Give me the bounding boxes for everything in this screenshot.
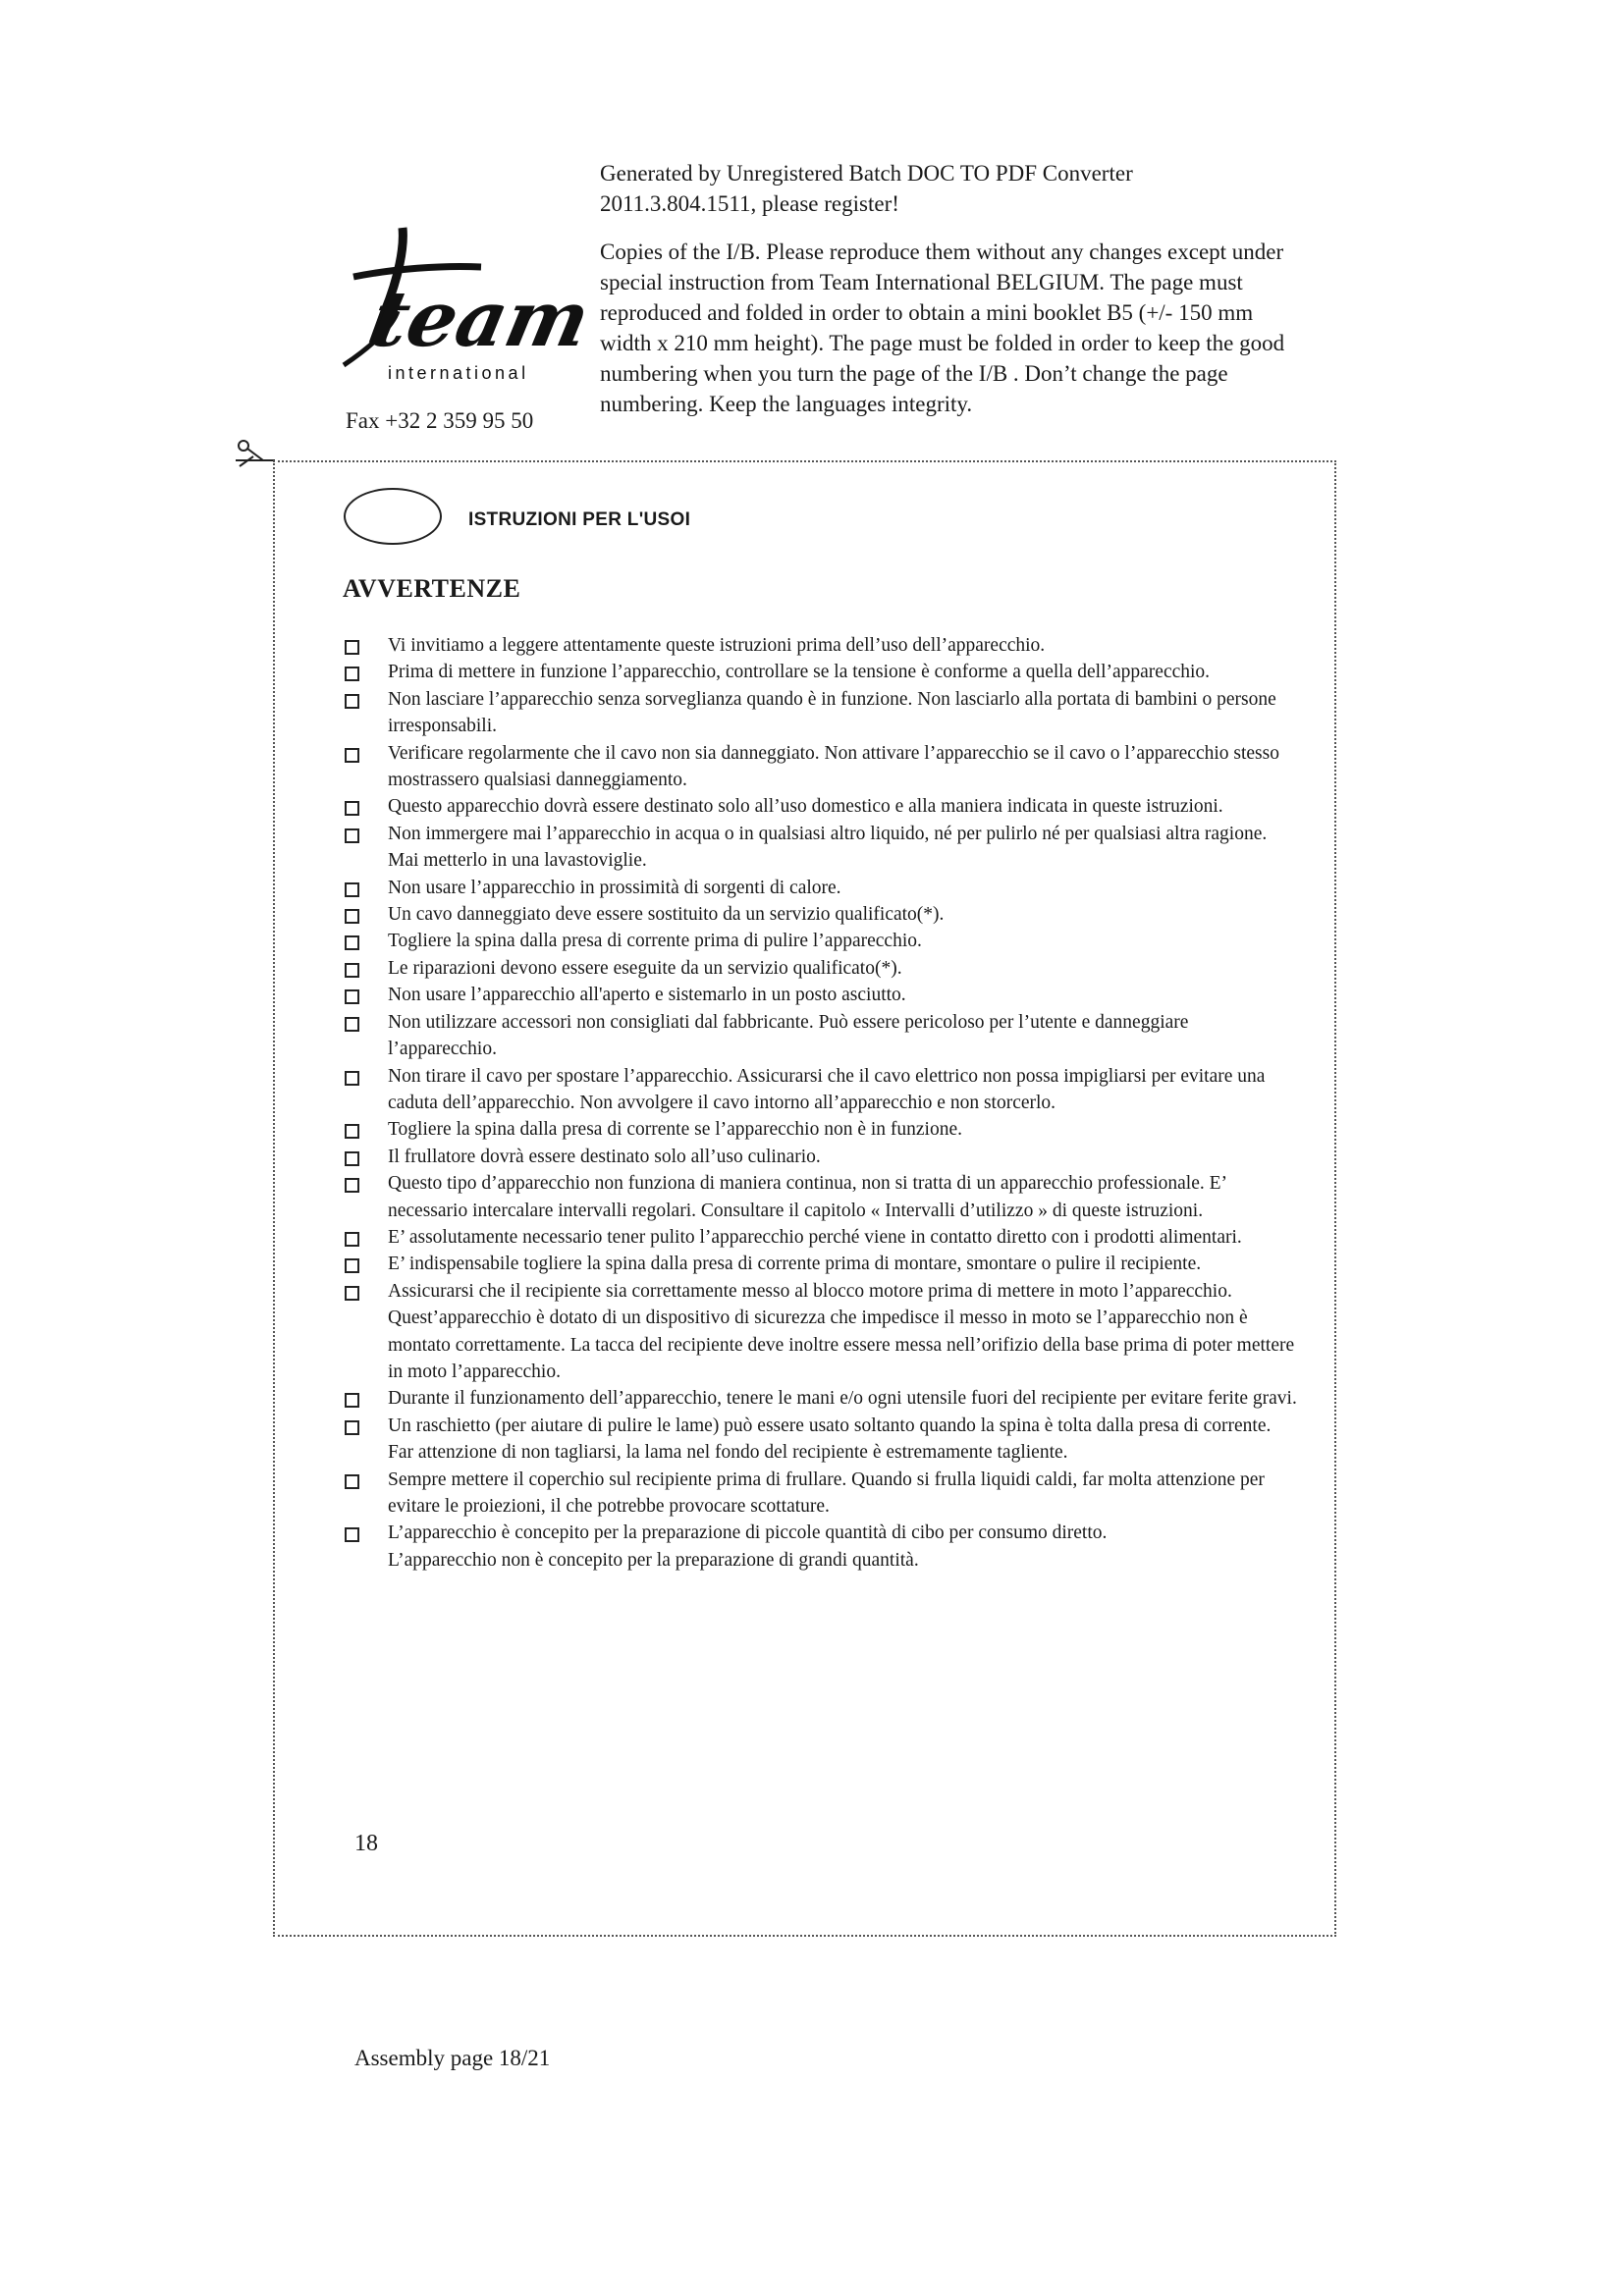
warning-item: Non tirare il cavo per spostare l’apparecchio. Assicurarsi che il cavo elettrico non possa impigliarsi per evitare una caduta dell’apparecchio. Non avvolgere il cavo intorno all’apparecchio e non storcerlo. [345, 1063, 1297, 1117]
warning-item: Non lasciare l’apparecchio senza sorveglianza quando è in funzione. Non lasciarlo alla portata di bambini o persone irresponsabili. [345, 686, 1297, 740]
warnings-heading: AVVERTENZE [343, 574, 521, 603]
warning-item: Non immergere mai l’apparecchio in acqua o in qualsiasi altro liquido, né per pulirlo né per qualsiasi altra ragione. Mai metterlo in una lavastoviglie. [345, 821, 1297, 875]
checkbox-icon [345, 694, 359, 709]
checkbox-icon [345, 935, 359, 950]
checkbox-icon [345, 1258, 359, 1273]
checkbox-icon [345, 1178, 359, 1193]
warning-item: Un raschietto (per aiutare di pulire le lame) può essere usato soltanto quando la spina è tolta dalla presa di corrente. Far attenzione di non tagliarsi, la lama nel fondo del recipiente è estremamente tagliente. [345, 1413, 1297, 1467]
checkbox-icon [345, 801, 359, 816]
checkbox-icon [345, 1286, 359, 1301]
generator-line-2: 2011.3.804.1511, please register! [600, 191, 899, 216]
checkbox-icon [345, 748, 359, 763]
warning-item: Togliere la spina dalla presa di corrente prima di pulire l’apparecchio. [345, 928, 1297, 954]
scissors-icon [234, 437, 277, 470]
warning-item: Non utilizzare accessori non consigliati dal fabbricante. Può essere pericoloso per l’utente e danneggiare l’apparecchio. [345, 1009, 1297, 1063]
warning-item: E’ assolutamente necessario tener pulito l’apparecchio perché viene in contatto diretto con i prodotti alimentari. [345, 1224, 1297, 1251]
logo-wordmark: team [363, 273, 598, 364]
warnings-list [345, 632, 1297, 1574]
checkbox-icon [345, 828, 359, 843]
section-title: ISTRUZIONI PER L'USOI [468, 509, 691, 530]
checkbox-icon [345, 1474, 359, 1489]
warning-item: Prima di mettere in funzione l’apparecchio, controllare se la tensione è conforme a quella dell’apparecchio. [345, 659, 1297, 685]
language-oval [344, 488, 442, 545]
checkbox-icon [345, 1124, 359, 1139]
checkbox-icon [345, 1527, 359, 1542]
checkbox-icon [345, 667, 359, 681]
checkbox-icon [345, 882, 359, 897]
copies-instructions: Copies of the I/B. Please reproduce them without any changes except under special instruction from Team International BELGIUM. The page must reproduced and folded in order to obtain a mini booklet B5 (+/- 150 mm width x 210 mm height). The page must be folded in order to keep the good numbering when you turn the page of the I/B . Don’t change the page numbering. Keep the languages integrity. [600, 240, 1285, 416]
warning-item: Togliere la spina dalla presa di corrente se l’apparecchio non è in funzione. [345, 1116, 1297, 1143]
warning-continuation: L’apparecchio non è concepito per la preparazione di grandi quantità. [388, 1549, 919, 1571]
header-note [600, 158, 1307, 437]
warning-item: Un cavo danneggiato deve essere sostituito da un servizio qualificato(*). [345, 901, 1297, 928]
fax-number: Fax +32 2 359 95 50 [346, 408, 534, 433]
warning-item: L’apparecchio è concepito per la preparazione di piccole quantità di cibo per consumo diretto. [345, 1520, 1297, 1546]
checkbox-icon [345, 1071, 359, 1086]
warning-item: Verificare regolarmente che il cavo non sia danneggiato. Non attivare l’apparecchio se il cavo o l’apparecchio stesso mostrassero qualsiasi danneggiamento. [345, 740, 1297, 794]
checkbox-icon [345, 1393, 359, 1408]
logo-subtext: international [388, 363, 529, 383]
warning-item: Questo tipo d’apparecchio non funziona di maniera continua, non si tratta di un apparecchio professionale. E’ necessario intercalare intervalli regolari. Consultare il capitolo « Intervalli d’utilizzo » di queste istruzioni. [345, 1170, 1297, 1224]
page-number: 18 [354, 1831, 378, 1856]
warning-item: Questo apparecchio dovrà essere destinato solo all’uso domestico e alla maniera indicata in queste istruzioni. [345, 793, 1297, 820]
warning-item: Non usare l’apparecchio all'aperto e sistemarlo in un posto asciutto. [345, 982, 1297, 1008]
warning-item: Sempre mettere il coperchio sul recipiente prima di frullare. Quando si frulla liquidi caldi, far molta attenzione per evitare le proiezioni, il che potrebbe provocare scottature. [345, 1467, 1297, 1521]
checkbox-icon [345, 1151, 359, 1166]
warning-item: Non usare l’apparecchio in prossimità di sorgenti di calore. [345, 875, 1297, 901]
generator-notice [600, 158, 1307, 219]
generator-line-1: Generated by Unregistered Batch DOC TO PDF Converter [600, 161, 1133, 186]
warning-item: Le riparazioni devono essere eseguite da un servizio qualificato(*). [345, 955, 1297, 982]
checkbox-icon [345, 1420, 359, 1435]
team-international-logo [334, 218, 598, 395]
checkbox-icon [345, 1017, 359, 1032]
warning-item: Il frullatore dovrà essere destinato solo all’uso culinario. [345, 1144, 1297, 1170]
assembly-page-label: Assembly page 18/21 [354, 2046, 551, 2070]
checkbox-icon [345, 989, 359, 1004]
warning-item: Durante il funzionamento dell’apparecchio, tenere le mani e/o ogni utensile fuori del recipiente per evitare ferite gravi. [345, 1385, 1297, 1412]
warning-item: Assicurarsi che il recipiente sia correttamente messo al blocco motore prima di mettere in moto l’apparecchio. Quest’apparecchio è dotato di un dispositivo di sicurezza che impedisce il messo in moto se l’apparecchio non è montato correttamente. La tacca del recipiente deve inoltre essere messa nell’orifizio della base prima di poter mettere in moto l’apparecchio. [345, 1278, 1297, 1386]
checkbox-icon [345, 1232, 359, 1247]
checkbox-icon [345, 963, 359, 978]
checkbox-icon [345, 909, 359, 924]
warning-item: E’ indispensabile togliere la spina dalla presa di corrente prima di montare, smontare o pulire il recipiente. [345, 1251, 1297, 1277]
warning-item: Vi invitiamo a leggere attentamente queste istruzioni prima dell’uso dell’apparecchio. [345, 632, 1297, 659]
checkbox-icon [345, 640, 359, 655]
